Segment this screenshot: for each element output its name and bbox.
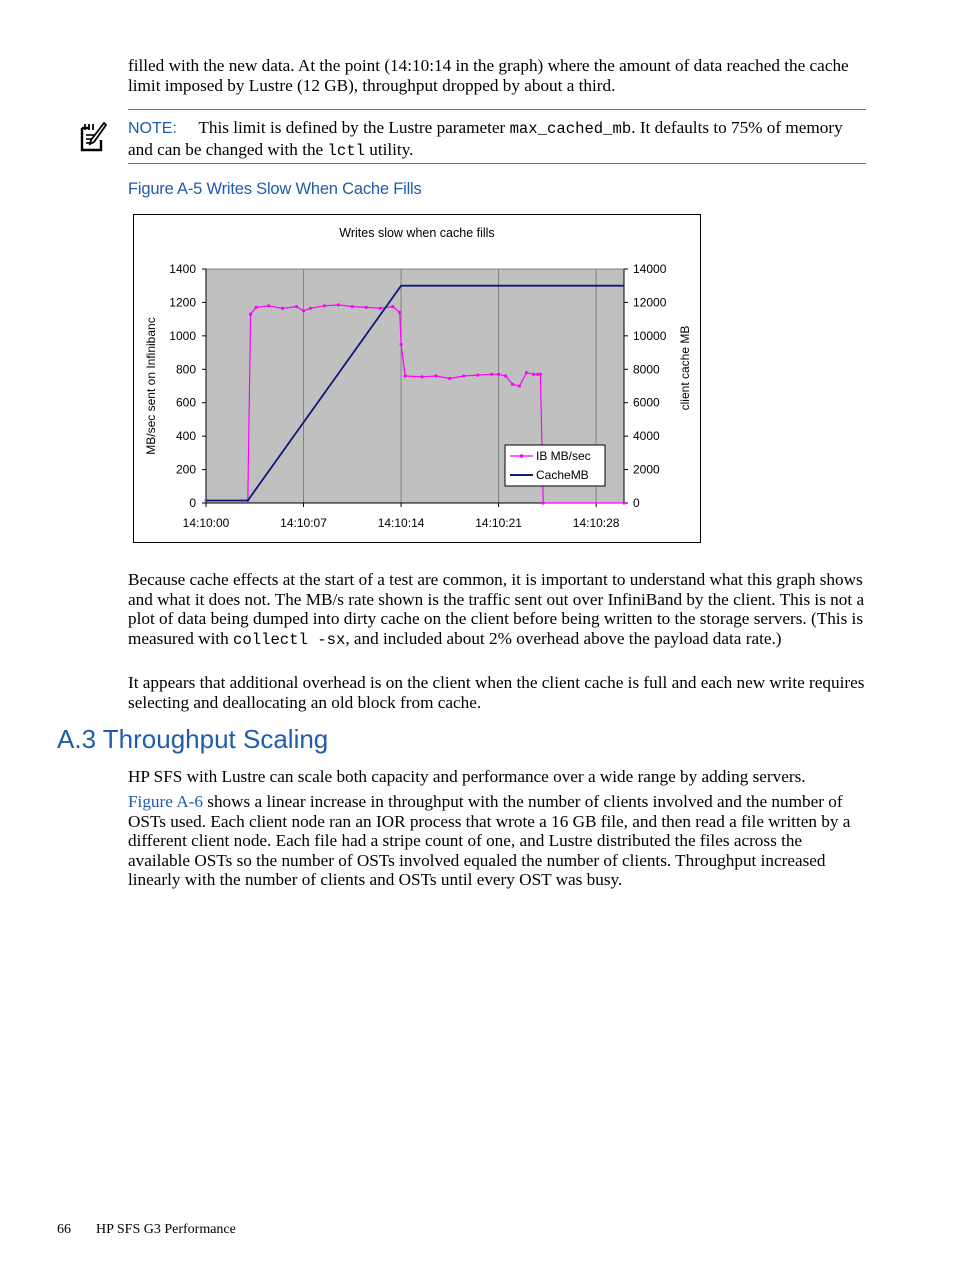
right-tick-label-6: 12000 bbox=[633, 295, 667, 310]
left-tick-label-7: 1400 bbox=[169, 262, 196, 276]
left-axis-label: MB/sec sent on Infinibanc bbox=[144, 317, 158, 455]
body-paragraph-1 bbox=[128, 570, 868, 650]
right-tick-label-3: 6000 bbox=[633, 395, 660, 410]
section-heading: A.3 Throughput Scaling bbox=[57, 724, 329, 754]
left-tick-label-4: 800 bbox=[175, 362, 196, 377]
series-point-ib-28 bbox=[525, 371, 528, 374]
note-text-after: utility. bbox=[364, 139, 414, 159]
series-point-ib-6 bbox=[295, 305, 298, 308]
series-point-ib-21 bbox=[462, 374, 465, 377]
series-point-ib-5 bbox=[281, 307, 284, 310]
right-tick-label-5: 10000 bbox=[633, 328, 667, 343]
writes-cache-chart bbox=[133, 214, 701, 543]
body-code-collectl: collectl -sx bbox=[233, 630, 346, 649]
series-point-ib-7 bbox=[302, 309, 305, 312]
series-point-ib-19 bbox=[434, 374, 437, 377]
series-point-ib-3 bbox=[255, 306, 258, 309]
series-point-ib-29 bbox=[532, 373, 535, 376]
series-point-ib-25 bbox=[504, 374, 507, 377]
series-point-ib-24 bbox=[497, 373, 500, 376]
note-text-before: This limit is defined by the Lustre parameter bbox=[198, 118, 510, 137]
section-p2-rest: shows a linear increase in throughput with the number of clients involved and the number of OSTs used. Each client node ran an IOR process that wrote a 16 GB file, and then read a file written by a different client node. Each file had a stripe count of one, and Lustre distributed the files across the available OSTs so the number of OSTs involved equaled the number of clients. Throughput increased linearly with the number of clients and OSTs until every OST was busy. bbox=[128, 792, 851, 890]
footer-doc-title: HP SFS G3 Performance bbox=[96, 1222, 236, 1237]
series-point-ib-11 bbox=[351, 305, 354, 308]
series-point-ib-2 bbox=[249, 313, 252, 316]
note-top-rule bbox=[128, 109, 866, 110]
series-point-ib-20 bbox=[448, 377, 451, 380]
legend-marker-ib bbox=[520, 454, 524, 458]
right-tick-label-4: 8000 bbox=[633, 362, 660, 377]
left-tick-label-5: 1000 bbox=[169, 328, 196, 343]
series-point-ib-26 bbox=[511, 383, 514, 386]
note-paragraph bbox=[128, 118, 868, 161]
body-p1-before: Because cache effects at the start of a test are common, it is important to understand what this graph shows and what it does not. The MB/s rate shown is the traffic sent out over InfiniBand by the client. This is not a plot of data being dumped into dirty cache on the client before being written to the storage servers. (This is measured with bbox=[128, 570, 865, 648]
series-point-ib-9 bbox=[323, 304, 326, 307]
series-point-ib-4 bbox=[267, 304, 270, 307]
right-tick-label-1: 2000 bbox=[633, 462, 660, 477]
series-point-ib-23 bbox=[490, 373, 493, 376]
left-tick-label-2: 400 bbox=[175, 429, 196, 444]
intro-paragraph: filled with the new data. At the point (14:10:14 in the graph) where the amount of data reached the cache limit imposed by Lustre (12 GB), throughput dropped by about a third. bbox=[128, 56, 849, 95]
x-tick-label-3: 14:10:21 bbox=[475, 516, 522, 530]
series-point-ib-30 bbox=[536, 373, 539, 376]
left-tick-label-3: 600 bbox=[175, 395, 196, 410]
right-tick-label-0: 0 bbox=[633, 496, 640, 510]
series-point-ib-10 bbox=[337, 303, 340, 306]
note-bottom-rule bbox=[128, 163, 866, 164]
x-tick-label-0: 14:10:00 bbox=[182, 516, 230, 530]
series-point-ib-12 bbox=[365, 306, 368, 309]
series-point-ib-18 bbox=[420, 375, 423, 378]
right-axis-label: client cache MB bbox=[678, 325, 692, 411]
right-tick-label-2: 4000 bbox=[633, 429, 660, 444]
note-text-middle: . It defaults to 75% of memory and can be changed with the bbox=[128, 118, 843, 159]
series-point-ib-15 bbox=[398, 311, 401, 314]
series-point-ib-31 bbox=[539, 373, 542, 376]
series-point-ib-22 bbox=[476, 374, 479, 377]
section-paragraph-1: HP SFS with Lustre can scale both capacity and performance over a wide range by adding servers. bbox=[128, 767, 806, 786]
note-code-max-cached-mb: max_cached_mb bbox=[509, 120, 632, 138]
legend-label-cache: CacheMB bbox=[536, 468, 589, 482]
body-p1-after: , and included about 2% overhead above the payload data rate.) bbox=[345, 628, 782, 648]
left-tick-label-6: 1200 bbox=[169, 295, 196, 310]
right-tick-label-7: 14000 bbox=[633, 262, 667, 276]
series-point-ib-17 bbox=[404, 374, 407, 377]
series-point-ib-16 bbox=[400, 343, 403, 346]
x-tick-label-4: 14:10:28 bbox=[572, 516, 620, 530]
legend-label-ib: IB MB/sec bbox=[536, 449, 591, 463]
note-code-lctl: lctl bbox=[327, 141, 365, 160]
series-point-ib-14 bbox=[391, 305, 394, 308]
note-label: NOTE: bbox=[128, 120, 177, 137]
body-paragraph-2: It appears that additional overhead is on the client when the client cache is full and each new write requires selecting and deallocating an old block from cache. bbox=[128, 673, 865, 712]
page-number: 66 bbox=[57, 1222, 71, 1237]
chart-legend bbox=[505, 445, 605, 486]
x-tick-label-1: 14:10:07 bbox=[280, 516, 327, 530]
series-point-ib-32 bbox=[542, 501, 545, 504]
series-point-ib-27 bbox=[518, 384, 521, 387]
figure-a6-link[interactable]: Figure A-6 bbox=[128, 792, 203, 811]
x-tick-label-2: 14:10:14 bbox=[377, 516, 425, 530]
series-point-ib-13 bbox=[379, 307, 382, 310]
left-tick-label-0: 0 bbox=[189, 496, 196, 510]
figure-caption: Figure A-5 Writes Slow When Cache Fills bbox=[128, 180, 422, 198]
section-paragraph-2 bbox=[128, 792, 868, 890]
note-pencil-icon bbox=[79, 120, 107, 152]
series-point-ib-8 bbox=[309, 307, 312, 310]
series-point-ib-33 bbox=[622, 501, 625, 504]
chart-title: Writes slow when cache fills bbox=[339, 226, 495, 240]
left-tick-label-1: 200 bbox=[175, 462, 196, 477]
